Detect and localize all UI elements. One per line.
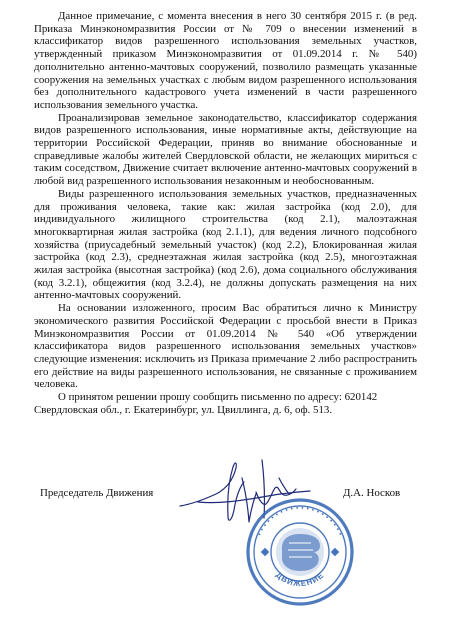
svg-text:• • • • • • • • • • • • • • •: • • • • • • • • • • • • • • • • • • • • xyxy=(256,505,344,538)
letter-body xyxy=(34,10,417,417)
signatory-title: Председатель Движения xyxy=(40,487,154,499)
paragraph-2: Проанализировав земельное законодательство, классификатор содержания видов разрешенного использования, иные нормативные акты, действующие на территории Российской Федерации, приняв во внимание обоснованные и справедливые жалобы жителей Свердловской области, не желающих мириться с таким соседством, Движение считает включение антенно-мачтовых сооружений в любой вид разрешенного использования незаконным и необоснованным. xyxy=(34,111,417,188)
organization-seal xyxy=(242,494,358,610)
address-line-1: О принятом решении прошу сообщить письменно по адресу: 620142 xyxy=(58,391,378,404)
signatory-name: Д.А. Носков xyxy=(343,487,401,499)
address-line-2: Свердловская обл., г. Екатеринбург, ул. Цвиллинга, д. 6, оф. 513. xyxy=(34,403,333,416)
fist-emblem-icon xyxy=(276,528,324,576)
paragraph-3: Виды разрешенного использования земельных участков, предназначенных для проживания человека, такие как: жилая застройка (код 2.0), для индивидуального жилищного строительства (код 2.1), малоэтажная многоквартирная жилая застройка (код 2.1.1), для ведения личного подсобного хозяйства (приусадебный земельный участок) (код 2.2), Блокированная жилая застройка (код 2.3), среднеэтажная жилая застройка (код 2.5), многоэтажная жилая застройка (высотная застройка) (код 2.6), дома социального обслуживания (код 3.2.1), общежития (код 3.2.4), не должны допускать размещения на них антенно-мачтовых сооружений. xyxy=(34,187,417,302)
seal-text: ДВИЖЕНИЕ xyxy=(274,570,326,589)
paragraph-1: Данное примечание, с момента внесения в него 30 сентября 2015 г. (в ред. Приказа Минэкономразвития России от № 709 о внесении изменений в классификатор видов разрешенного использования земельных участков, утвержденный приказом Минэкономразвития от 01.09.2014 г. № 540) дополнительно антенно-мачтовых сооружений, позволило размещать указанные сооружения на земельных участках с любым видом разрешенного использования без дополнительного кадастрового учета изменений в части разрешенного использования земельного участка. xyxy=(34,10,417,111)
paragraph-4: На основании изложенного, просим Вас обратиться лично к Министру экономического развития Российской Федерации с просьбой внести в Приказ Минэкономразвития России от 01.09.2014 № 540 «Об утверждении классификатора видов разрешенного использования земельных участков» следующие изменения: исключить из Приказа примечание 2 либо распространить его действие на виды разрешенного использования, не связанные с проживанием человека. xyxy=(34,302,417,391)
